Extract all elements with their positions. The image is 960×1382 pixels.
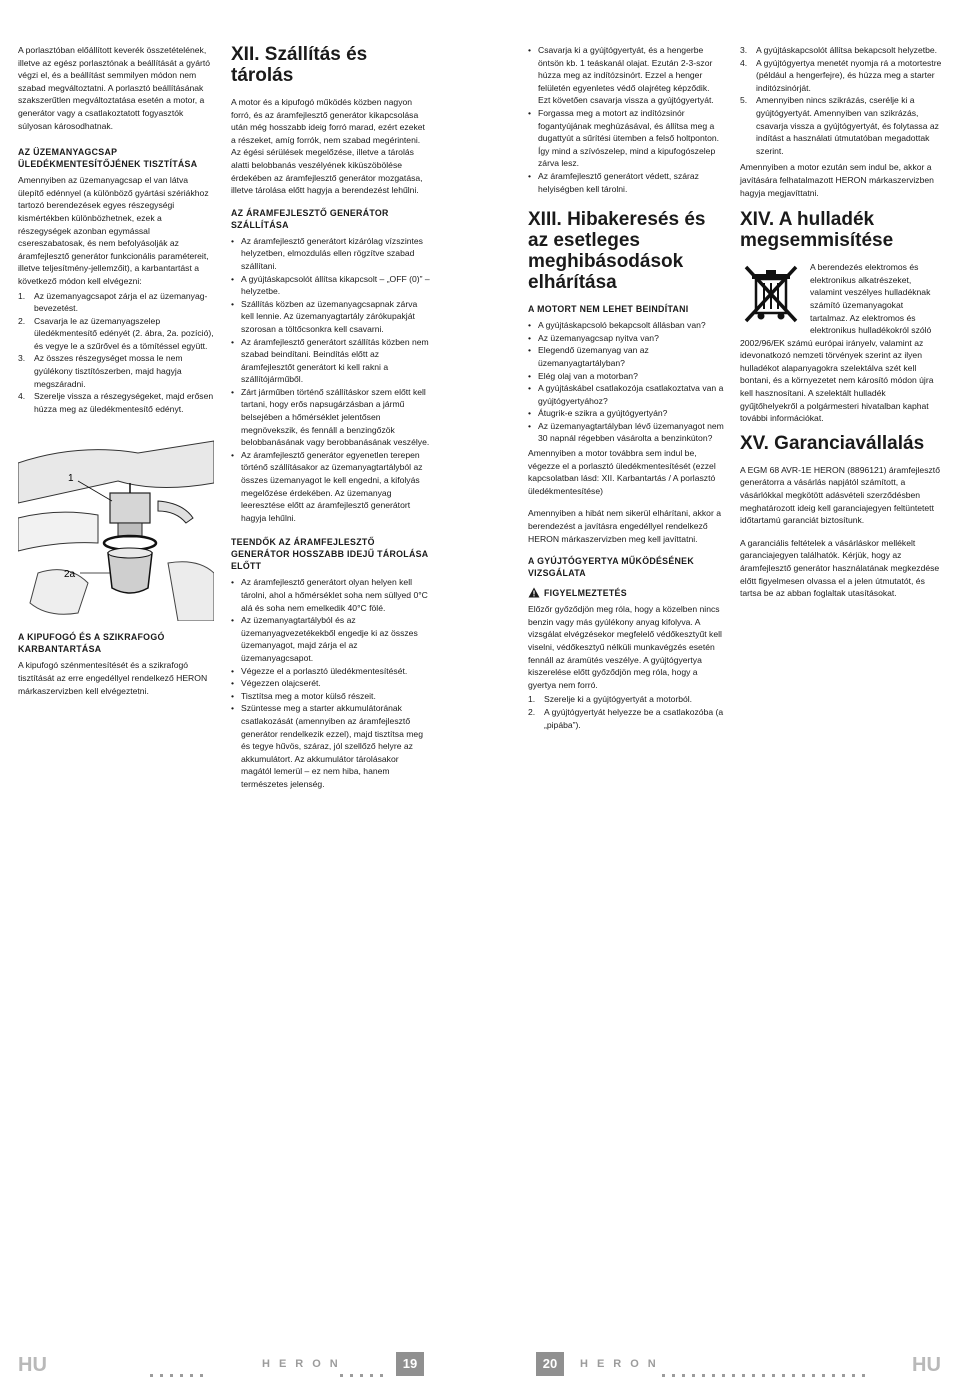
- list-item: • Zárt járműben történő szállításkor szem előtt kell tartani, hogy erős napsugárzásban a jármű belsejében a hőmérséklet jelentősen megnövekszik, és fennáll a benzingőzök belobbanásának vagy berobbanásának veszélye.: [231, 386, 431, 449]
- warranty-body: A EGM 68 AVR-1E HERON (8896121) áramfejlesztő generátorra a vásárlás napjától számított, a vásárlókkal megkötött adásvételi szerződésben meghatározott ideig kell garanciajegyen feltüntetett időtartamú garanciát biztosítunk.: [740, 464, 940, 526]
- fuel-cock-figure: [18, 423, 214, 621]
- list-item: • Szállítás közben az üzemanyagcsapnak zárva kell lennie. Az üzemanyagtartály zárókupakját szorosan a töltőcsonkra kell csavarni.: [231, 298, 431, 336]
- crossed-bin-icon: [740, 263, 802, 325]
- brand-logo-right: HERON: [580, 1358, 665, 1370]
- footer-dots-left-2: [340, 1364, 390, 1367]
- list-item: • Forgassa meg a motort az indítózsinór fogantyújának meghúzásával, és állítsa meg a dugattyút a sűrítési ütemben a felső holtponton. Így mind a szívószelep, mind a kipufogószelep zárva lesz.: [528, 107, 724, 170]
- page-number-right: 20: [536, 1352, 564, 1376]
- list-item: • Tisztítsa meg a motor külső részeit.: [231, 690, 431, 703]
- column-3: [528, 44, 724, 739]
- waste-body: A berendezés elektromos és elektronikus alkatrészeket, valamint veszélyes hulladéknak számító üzemanyagokat tartalmaz. Az elektromos és elektronikus hulladékokról szóló 2002/96/EK számú európai irányelv, valamint az idevonatkozó nemzeti törvények szerint az ilyen hulladékot alapanyagokra szelektálva szét kell bontani, és a környezetet nem károsító módon újra kell hasznosítani. A szelektált hulladék gyűjtőhelyekről a polgármesteri hivatalban kaphat további információkat.: [740, 262, 934, 424]
- list-item: • Az üzemanyagtartályban lévő üzemanyagot nem 30 napnál régebben vásárolta a benzinkúton?: [528, 420, 724, 445]
- service-body: Amennyiben a motor ezután sem indul be, akkor a javítására felhatalmazott HERON márkaszervizben hagyja megjavíttatni.: [740, 162, 934, 198]
- list-item: • Az üzemanyagcsap nyitva van?: [528, 332, 724, 345]
- list-item: • A gyújtáskapcsolót állítsa kikapcsolt – „OFF (0)” – helyzetbe.: [231, 273, 431, 298]
- list-item: • Elegendő üzemanyag van az üzemanyagtartályban?: [528, 344, 724, 369]
- footer-dots-left: [150, 1364, 210, 1367]
- exhaust-heading: A KIPUFOGÓ ÉS A SZIKRAFOGÓ KARBANTARTÁSA: [18, 632, 165, 655]
- transport-list: [231, 235, 431, 525]
- no-start-body-2: Amennyiben a hibát nem sikerül elhárítani, akkor a berendezést a javításra engedéllyel rendelkező HERON márkaszervizben meg kell javíttatni.: [528, 508, 721, 544]
- list-item: 1. Az üzemanyagcsapot zárja el az üzemanyag-bevezetést.: [18, 290, 208, 314]
- figure-label-2a: 2a: [64, 569, 76, 581]
- exhaust-body: A kipufogó szénmentesítését és a szikrafogó tisztítását az erre engedéllyel rendelkező HERON márkaszervizben kell elvégeztetni.: [18, 660, 208, 696]
- footer-dots-right: [662, 1364, 872, 1367]
- list-item: • Az áramfejlesztő generátort védett, száraz helyiségben kell tárolni.: [528, 170, 724, 195]
- list-item: • Végezzen olajcserét.: [231, 677, 431, 690]
- list-item: • Az üzemanyagtartályból és az üzemanyagvezetékekből engedje ki az összes üzemanyagot, majd zárja el az üzemanyagcsapot.: [231, 614, 431, 664]
- no-start-body: Amennyiben a motor továbbra sem indul be, végezze el a porlasztó üledékmentesítését (ezzel kapcsolatban lásd: XII. Karbantartás / A porlasztó üledékmentesítése): [528, 448, 716, 496]
- figure-label-1: 1: [68, 473, 74, 485]
- column-1: [18, 44, 214, 707]
- list-item: • Csavarja ki a gyújtógyertyát, és a hengerbe öntsön kb. 1 teáskanál olajat. Ezután 2-3-szor húzza meg az indítózsinórt. Ezzel a henger felületén egyenletes védő olajréteg képződik. Ezt követően csavarja vissza a gyújtógyertyát.: [528, 44, 724, 107]
- list-item: 5. Amennyiben nincs szikrázás, cserélje ki a gyújtógyertyát. Amennyiben van szikrázás, csavarja vissza a gyújtógyertyát, és folytassa az indítást a használati útmutatóban megadottak szerint.: [740, 95, 939, 156]
- list-item: • Elég olaj van a motorban?: [528, 370, 724, 383]
- column-4: [740, 44, 942, 610]
- no-start-list: [528, 319, 724, 445]
- list-item: 2. Csavarja le az üzemanyagszelep üledékmentesítő edényét (2. ábra, 2a. pozíció), és vegye le a szűrővel és a tömítéssel együtt.: [18, 315, 214, 351]
- list-item: 2. A gyújtógyertyát helyezze be a csatlakozóba (a „pipába”).: [528, 706, 724, 730]
- spark-plug-heading: A GYÚJTÓGYERTYA MŰKÖDÉSÉNEK VIZSGÁLATA: [528, 556, 694, 579]
- list-item: • Végezze el a porlasztó üledékmentesítését.: [231, 665, 431, 678]
- spark-plug-body: Előzőr győződjön meg róla, hogy a közelben nincs benzin vagy más gyúlékony anyag kifolyva. A vizsgálat elvégzésekor megfelelő védőkesztyűt kell viselni, védőkesztyű nélküli munkavégzés esetén fennáll az áramütés veszélye. A gyújtógyertya kiszerelése előtt győződjön meg róla, hogy a gyertya nem forró.: [528, 604, 722, 690]
- list-item: 1. Szerelje ki a gyújtógyertyát a motorból.: [528, 694, 693, 705]
- waste-block: [740, 261, 942, 425]
- list-item: • Az áramfejlesztő generátort szállítás közben nem szabad beindítani. Beindítás előtt az áramfejlesztőt generátort ki kell rakni a szállítójárműből.: [231, 336, 431, 386]
- list-item: 3. A gyújtáskapcsolót állítsa bekapcsolt helyzetbe.: [740, 45, 938, 55]
- list-item: 3. Az összes részegységet mossa le nem gyúlékony tisztítószerben, majd hagyja megszáradni.: [18, 353, 183, 389]
- list-item: • A gyújtáskapcsoló bekapcsolt állásban van?: [528, 319, 724, 332]
- spark-plug-steps-continued: [740, 44, 942, 157]
- storage-heading: TEENDŐK AZ ÁRAMFEJLESZTŐ GENERÁTOR HOSSZABB IDEJŰ TÁROLÁSA ELŐTT: [231, 537, 429, 572]
- no-start-heading: A MOTORT NEM LEHET BEINDÍTANI: [528, 304, 689, 315]
- storage-list-continued: [528, 44, 724, 195]
- fuel-cock-body: Amennyiben az üzemanyagcsap el van látva ülepítő edénnyel (a különböző gyártási szériákhoz tartozó berendezések egyes részegységi kismértékben különbözhetnek, ezek a részegységek azonban egymással csereszabatosak, és nem befolyásolják az áramfejlesztő generátor funkcionális paramétereit, illetve teljesítmény-jellemzőit), a karbantartást a következő módon kell elvégezni:: [18, 175, 209, 286]
- transport-intro: A motor és a kipufogó működés közben nagyon forró, és az áramfejlesztő generátor kikapcsolása után még hosszabb ideig forró marad, ezért ezeket a részeket, amíg forrók, nem szabad megérinteni. Az égési sérülések megelőzése, illetve a tárolás alatti belobbanás veszélyének kiküszöbölése érdekében az áramfejlesztő generátor mozgatása, illetve tárolása előtt hagyja a berendezést lehűlni.: [231, 97, 425, 196]
- warning-heading: FIGYELMEZTETÉS: [528, 587, 724, 599]
- warranty-body-2: A garanciális feltételek a vásárláskor mellékelt garanciajegyen találhatók. Kérjük, hogy az áramfejlesztő generátor használatának megkezdése előtt figyelmesen olvassa el a jelen útmutatót, és tartsa be az abban foglaltak utasításokat.: [740, 537, 940, 599]
- brand-logo-left: HERON: [262, 1358, 347, 1370]
- list-item: • A gyújtáskábel csatlakozója csatlakoztatva van a gyújtógyertyához?: [528, 382, 724, 407]
- language-code-right: HU: [912, 1354, 941, 1376]
- section-14-title: XIV. A hulladék megsemmisítése: [740, 209, 894, 252]
- list-item: 4. Szerelje vissza a részegységeket, majd erősen húzza meg az üledékmentesítő edényt.: [18, 391, 214, 414]
- transport-heading: AZ ÁRAMFEJLESZTŐ GENERÁTOR SZÁLLÍTÁSA: [231, 207, 389, 230]
- fuel-cock-heading: AZ ÜZEMANYAGCSAP ÜLEDÉKMENTESÍTŐJÉNEK TISZTÍTÁSA: [18, 147, 198, 170]
- fuel-cock-drawing: [18, 423, 214, 621]
- section-15-title: XV. Garanciavállalás: [740, 432, 925, 454]
- list-item: • Az áramfejlesztő generátort kizárólag vízszintes helyzetben, elmozdulás ellen rögzítve szabad szállítani.: [231, 235, 431, 273]
- carburetor-intro: A porlasztóban előállított keverék összetételének, illetve az egész porlasztónak a beállítását a gyártó végzi el, és a beállítást semmilyen módon nem szabad megváltoztatni. A porlasztó beállításának szakszerűtlen megváltoztatása esetén a motor, a generátor vagy a csatlakoztatott fogyasztók súlyosan károsodhatnak.: [18, 45, 211, 131]
- list-item: • Az áramfejlesztő generátort olyan helyen kell tárolni, ahol a hőmérséklet soha nem süllyed 0°C alá és soha nem emelkedik 40°C fölé.: [231, 576, 431, 614]
- list-item: 4. A gyújtógyertya menetét nyomja rá a motortestre (például a hengerfejre), és húzza meg a starter inditózsinórját.: [740, 57, 942, 93]
- page-number-left: 19: [396, 1352, 424, 1376]
- warning-icon: [528, 587, 540, 598]
- list-item: • Az áramfejlesztő generátor egyenetlen terepen történő szállításakor az üzemanyagtartályból az összes üzemanyagot le kell engedni, a kifolyás megelőzése érdekében. Az üzemanyag leeresztése előtt az áramfejlesztő generátort hagyja lehűlni.: [231, 449, 431, 525]
- list-item: • Szüntesse meg a starter akkumulátorának csatlakozását (amennyiben az áramfejlesztő generátor rendelkezik ezzel), majd tisztítsa meg és tegye hűvös, száraz, jól szellőző helyre az akkumulátort. Az akkumulátor tárolásakor magától lemerül – ez nem hiba, hanem természetes jelenség.: [231, 702, 431, 790]
- language-code-left: HU: [18, 1354, 47, 1376]
- section-13-title: XIII. Hibakeresés és az esetleges meghibásodások elhárítása: [528, 209, 706, 294]
- fuel-cock-steps: [18, 290, 214, 416]
- list-item: • Átugrik-e szikra a gyújtógyertyán?: [528, 407, 724, 420]
- section-12-title: XII. Szállítás és tárolás: [231, 44, 368, 86]
